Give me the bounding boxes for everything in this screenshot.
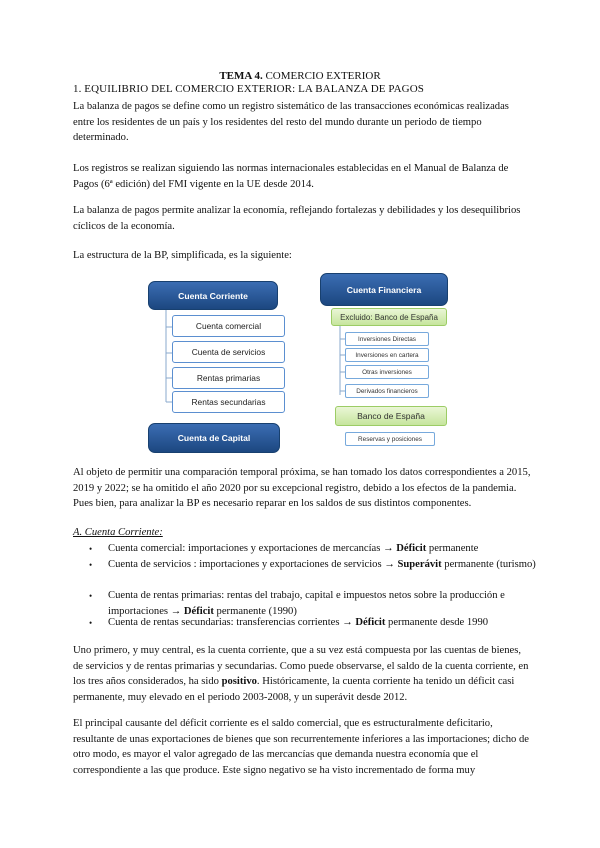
- inversiones-cartera-box: Inversiones en cartera: [345, 348, 429, 362]
- bullet-text: Cuenta de servicios : importaciones y exportaciones de servicios →: [108, 559, 398, 570]
- bullet-dot: •: [89, 618, 93, 628]
- paragraph-7: El principal causante del déficit corriente es el saldo comercial, que es estructuralmente deficitario, resultante de unas exportaciones de bienes que son recurrentemente inferiores a las importaciones; dicho de otro modo, es mayor el valor agregado de las mercancías que demanda nuestra economía que el correspondiente a las que produce. Este signo negativo se ha visto incrementado de forma muy: [73, 718, 529, 776]
- bullet-text: Cuenta de rentas primarias: rentas del trabajo, capital e impuestos netos sobre la producción e importaciones →: [108, 590, 505, 617]
- bullet-bold: Déficit: [355, 617, 386, 628]
- title-bold: TEMA 4.: [219, 70, 263, 82]
- otras-inversiones-box: Otras inversiones: [345, 365, 429, 379]
- section-heading: 1. EQUILIBRIO DEL COMERCIO EXTERIOR: LA BALANZA DE PAGOS: [73, 83, 424, 95]
- paragraph-3: La balanza de pagos permite analizar la economía, reflejando fortalezas y debilidades y los desequilibrios cíclicos de la economía.: [73, 205, 521, 232]
- title-rest: COMERCIO EXTERIOR: [262, 70, 381, 82]
- bullet-text: Cuenta de rentas secundarias: transferencias corrientes →: [108, 617, 356, 628]
- bullet-bold: Déficit: [396, 543, 427, 554]
- paragraph-2: Los registros se realizan siguiendo las normas internacionales establecidas en el Manual de Balanza de Pagos (6ª edición) del FMI vigente en la UE desde 2014.: [73, 163, 509, 190]
- rentas-primarias-box: Rentas primarias: [172, 367, 285, 389]
- bullet-item-4: [108, 615, 538, 631]
- inversiones-directas-box: Inversiones Directas: [345, 332, 429, 346]
- cuenta-corriente-box: Cuenta Corriente: [148, 281, 278, 310]
- bullet-text: permanente desde 1990: [385, 617, 489, 628]
- bullet-dot: •: [89, 591, 93, 601]
- paragraph-4: La estructura de la BP, simplificada, es la siguiente:: [73, 250, 292, 261]
- paragraph-1: La balanza de pagos se define como un registro sistemático de las transacciones económicas realizadas entre los residentes de un país y los residentes del resto del mundo durante un periodo de tiempo determinado.: [73, 101, 509, 143]
- cuenta-comercial-box: Cuenta comercial: [172, 315, 285, 337]
- p6-text: Uno primero, y muy central, es la cuenta corriente, que a su vez está compuesta por las cuentas de bienes, de servicios y de rentas primarias y secundarias. Como puede observarse, el saldo de la cuenta corriente, en los tres años considerados, ha sido: [73, 645, 529, 687]
- bullet-text: permanente: [426, 543, 479, 554]
- derivados-financieros-box: Derivados financieros: [345, 384, 429, 398]
- section-a-heading: A. Cuenta Corriente:: [73, 527, 163, 538]
- bullet-dot: •: [89, 544, 93, 554]
- rentas-secundarias-box: Rentas secundarias: [172, 391, 285, 413]
- p6-text: . Históricamente, la cuenta corriente ha tenido un déficit casi permanente, muy elevado en el periodo 2003-2008, y un superávit desde 2012.: [73, 676, 515, 703]
- bullet-bold: Superávit: [397, 559, 442, 570]
- paragraph-5: Al objeto de permitir una comparación temporal próxima, se han tomado los datos correspondientes a 2015, 2019 y 2022; se ha omitido el año 2020 por su excepcional registro, debido a los efectos de la pandemia. Pues bien, para analizar la BP es necesario reparar en los saldos de sus distintos componentes.: [73, 467, 531, 509]
- bullet-bold: Déficit: [183, 605, 214, 617]
- bullet-item-1: [108, 541, 538, 557]
- bullet-item-2: [108, 557, 538, 573]
- bullet-dot: •: [89, 560, 93, 570]
- reservas-box: Reservas y posiciones: [345, 432, 435, 446]
- excluido-banco-box: Excluido: Banco de España: [331, 308, 447, 326]
- paragraph-6: [73, 643, 531, 705]
- page-title: [0, 70, 600, 82]
- bullet-text: permanente (turismo): [441, 559, 536, 570]
- p6-bold: positivo: [221, 676, 257, 687]
- cuenta-servicios-box: Cuenta de servicios: [172, 341, 285, 363]
- bullet-text: permanente (1990): [213, 605, 297, 617]
- cuenta-capital-box: Cuenta de Capital: [148, 423, 280, 453]
- cuenta-financiera-box: Cuenta Financiera: [320, 273, 448, 306]
- bullet-text: Cuenta comercial: importaciones y exportaciones de mercancías →: [108, 543, 397, 554]
- banco-espana-box: Banco de España: [335, 406, 447, 426]
